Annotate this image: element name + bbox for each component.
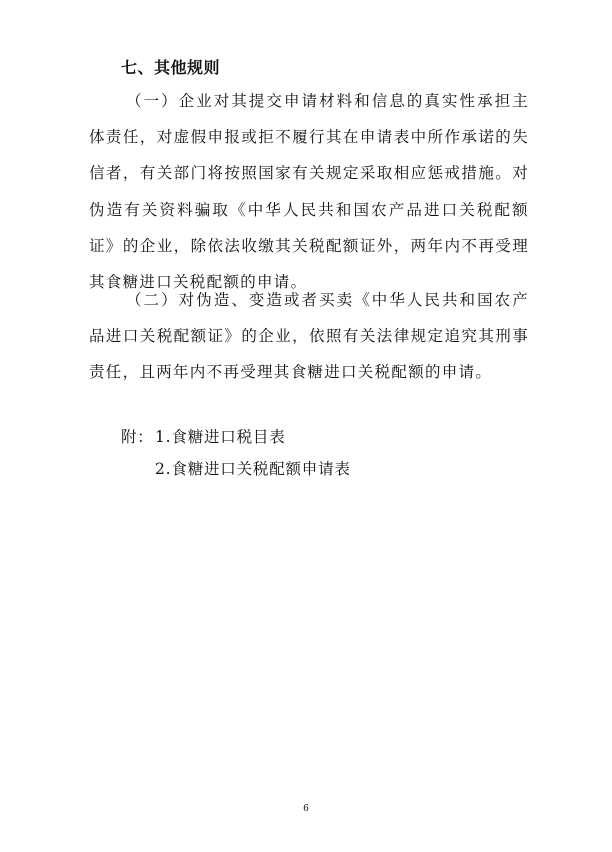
attachment-item-1: 1.食糖进口税目表 [155,428,286,446]
page-number: 6 [303,804,309,814]
attachments-label: 附： [121,428,154,446]
section-heading: 七、其他规则 [121,58,221,77]
paragraph-rule-2: （二）对伪造、变造或者买卖《中华人民共和国农产品进口关税配额证》的企业，依照有关法律规定追究其刑事责任，且两年内不再受理其食糖进口关税配额的申请。 [89,291,529,382]
paragraph-rule-1: （一）企业对其提交申请材料和信息的真实性承担主体责任，对虚假申报或拒不履行其在申请表中所作承诺的失信者，有关部门将按照国家有关规定采取相应惩戒措施。对伪造有关资料骗取《中华人民共和国农产品进口关税配额证》的企业，除依法收缴其关税配额证外，两年内不再受理其食糖进口关税配额的申请。 [89,92,529,292]
attachment-item-2: 2.食糖进口关税配额申请表 [155,460,351,478]
